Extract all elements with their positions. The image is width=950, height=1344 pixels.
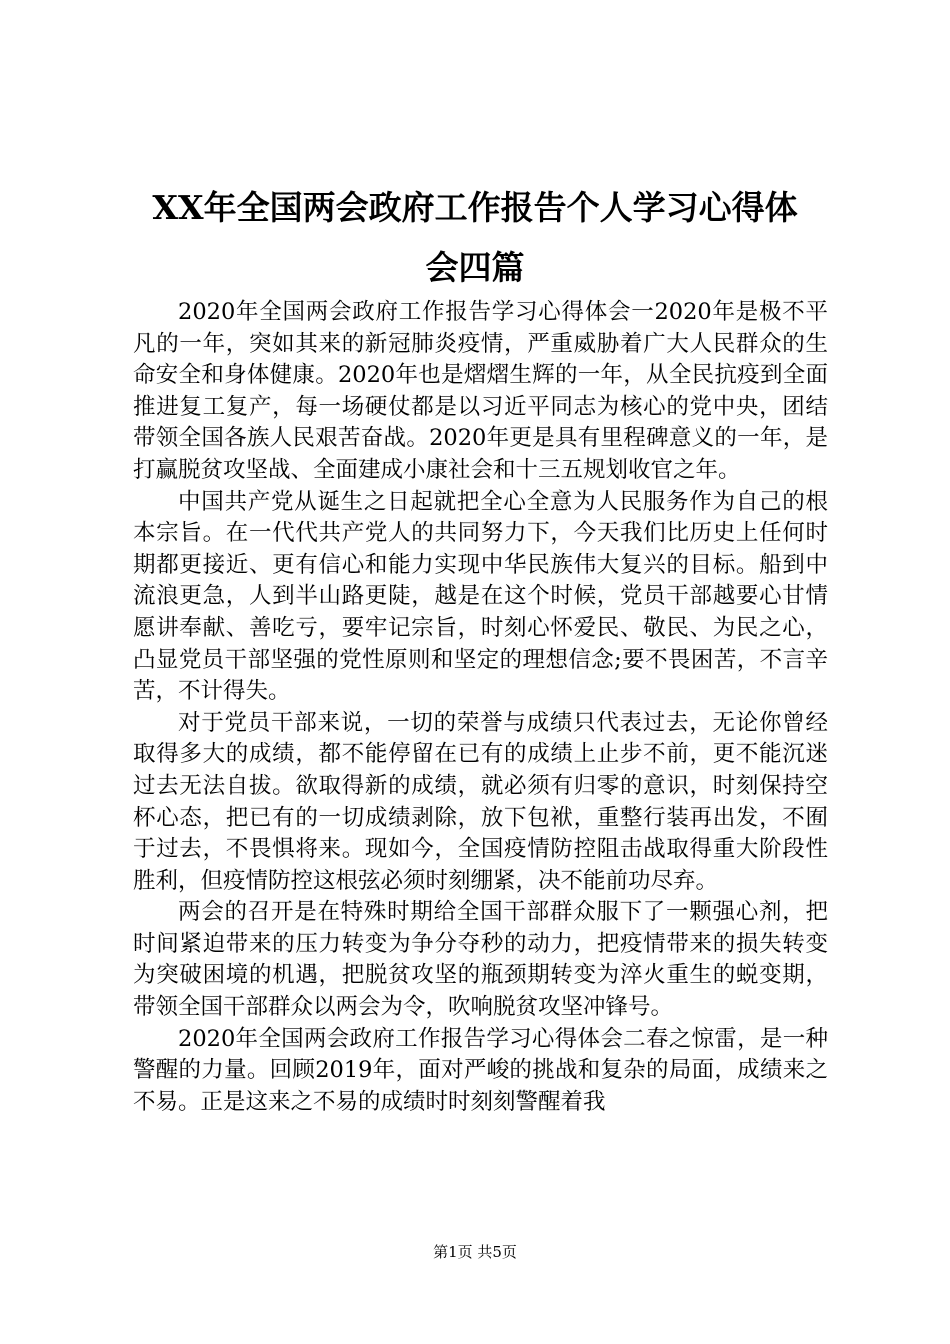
paragraph-5: 2020年全国两会政府工作报告学习心得体会二春之惊雷，是一种警醒的力量。回顾2019年，面对严峻的挑战和复杂的局面，成绩来之不易。正是这来之不易的成绩时时刻刻警醒着我 (133, 1025, 828, 1115)
document-body (133, 297, 828, 1118)
paragraph-2: 中国共产党从诞生之日起就把全心全意为人民服务作为自己的根本宗旨。在一代代共产党人的共同努力下，今天我们比历史上任何时期都更接近、更有信心和能力实现中华民族伟大复兴的目标。船到中流浪更急，人到半山路更陡，越是在这个时候，党员干部越要心甘情愿讲奉献、善吃亏，要牢记宗旨，时刻心怀爱民、敬民、为民之心，凸显党员干部坚强的党性原则和坚定的理想信念;要不畏困苦，不言辛苦，不计得失。 (133, 488, 828, 705)
title-line-2: 会四篇 (425, 248, 525, 287)
paragraph-1: 2020年全国两会政府工作报告学习心得体会一2020年是极不平凡的一年，突如其来的新冠肺炎疫情，严重威胁着广大人民群众的生命安全和身体健康。2020年也是熠熠生辉的一年，从全民抗疫到全面推进复工复产，每一场硬仗都是以习近平同志为核心的党中央，团结带领全国各族人民艰苦奋战。2020年更是具有里程碑意义的一年，是打赢脱贫攻坚战、全面建成小康社会和十三五规划收官之年。 (133, 299, 828, 483)
title-line-1: XX年全国两会政府工作报告个人学习心得体 (152, 188, 798, 227)
paragraph-4: 两会的召开是在特殊时期给全国干部群众服下了一颗强心剂，把时间紧迫带来的压力转变为争分夺秒的动力，把疫情带来的损失转变为突破困境的机遇，把脱贫攻坚的瓶颈期转变为淬火重生的蜕变期，带领全国干部群众以两会为令，吹响脱贫攻坚冲锋号。 (133, 899, 828, 1021)
page-footer: 第1页 共5页 (433, 1243, 517, 1261)
document-title (120, 178, 830, 298)
paragraph-3: 对于党员干部来说，一切的荣誉与成绩只代表过去，无论你曾经取得多大的成绩，都不能停留在已有的成绩上止步不前，更不能沉迷过去无法自拔。欲取得新的成绩，就必须有归零的意识，时刻保持空杯心态，把已有的一切成绩剥除，放下包袱，重整行装再出发，不囿于过去，不畏惧将来。现如今，全国疫情防控阻击战取得重大阶段性胜利，但疫情防控这根弦必须时刻绷紧，决不能前功尽弃。 (133, 709, 828, 894)
